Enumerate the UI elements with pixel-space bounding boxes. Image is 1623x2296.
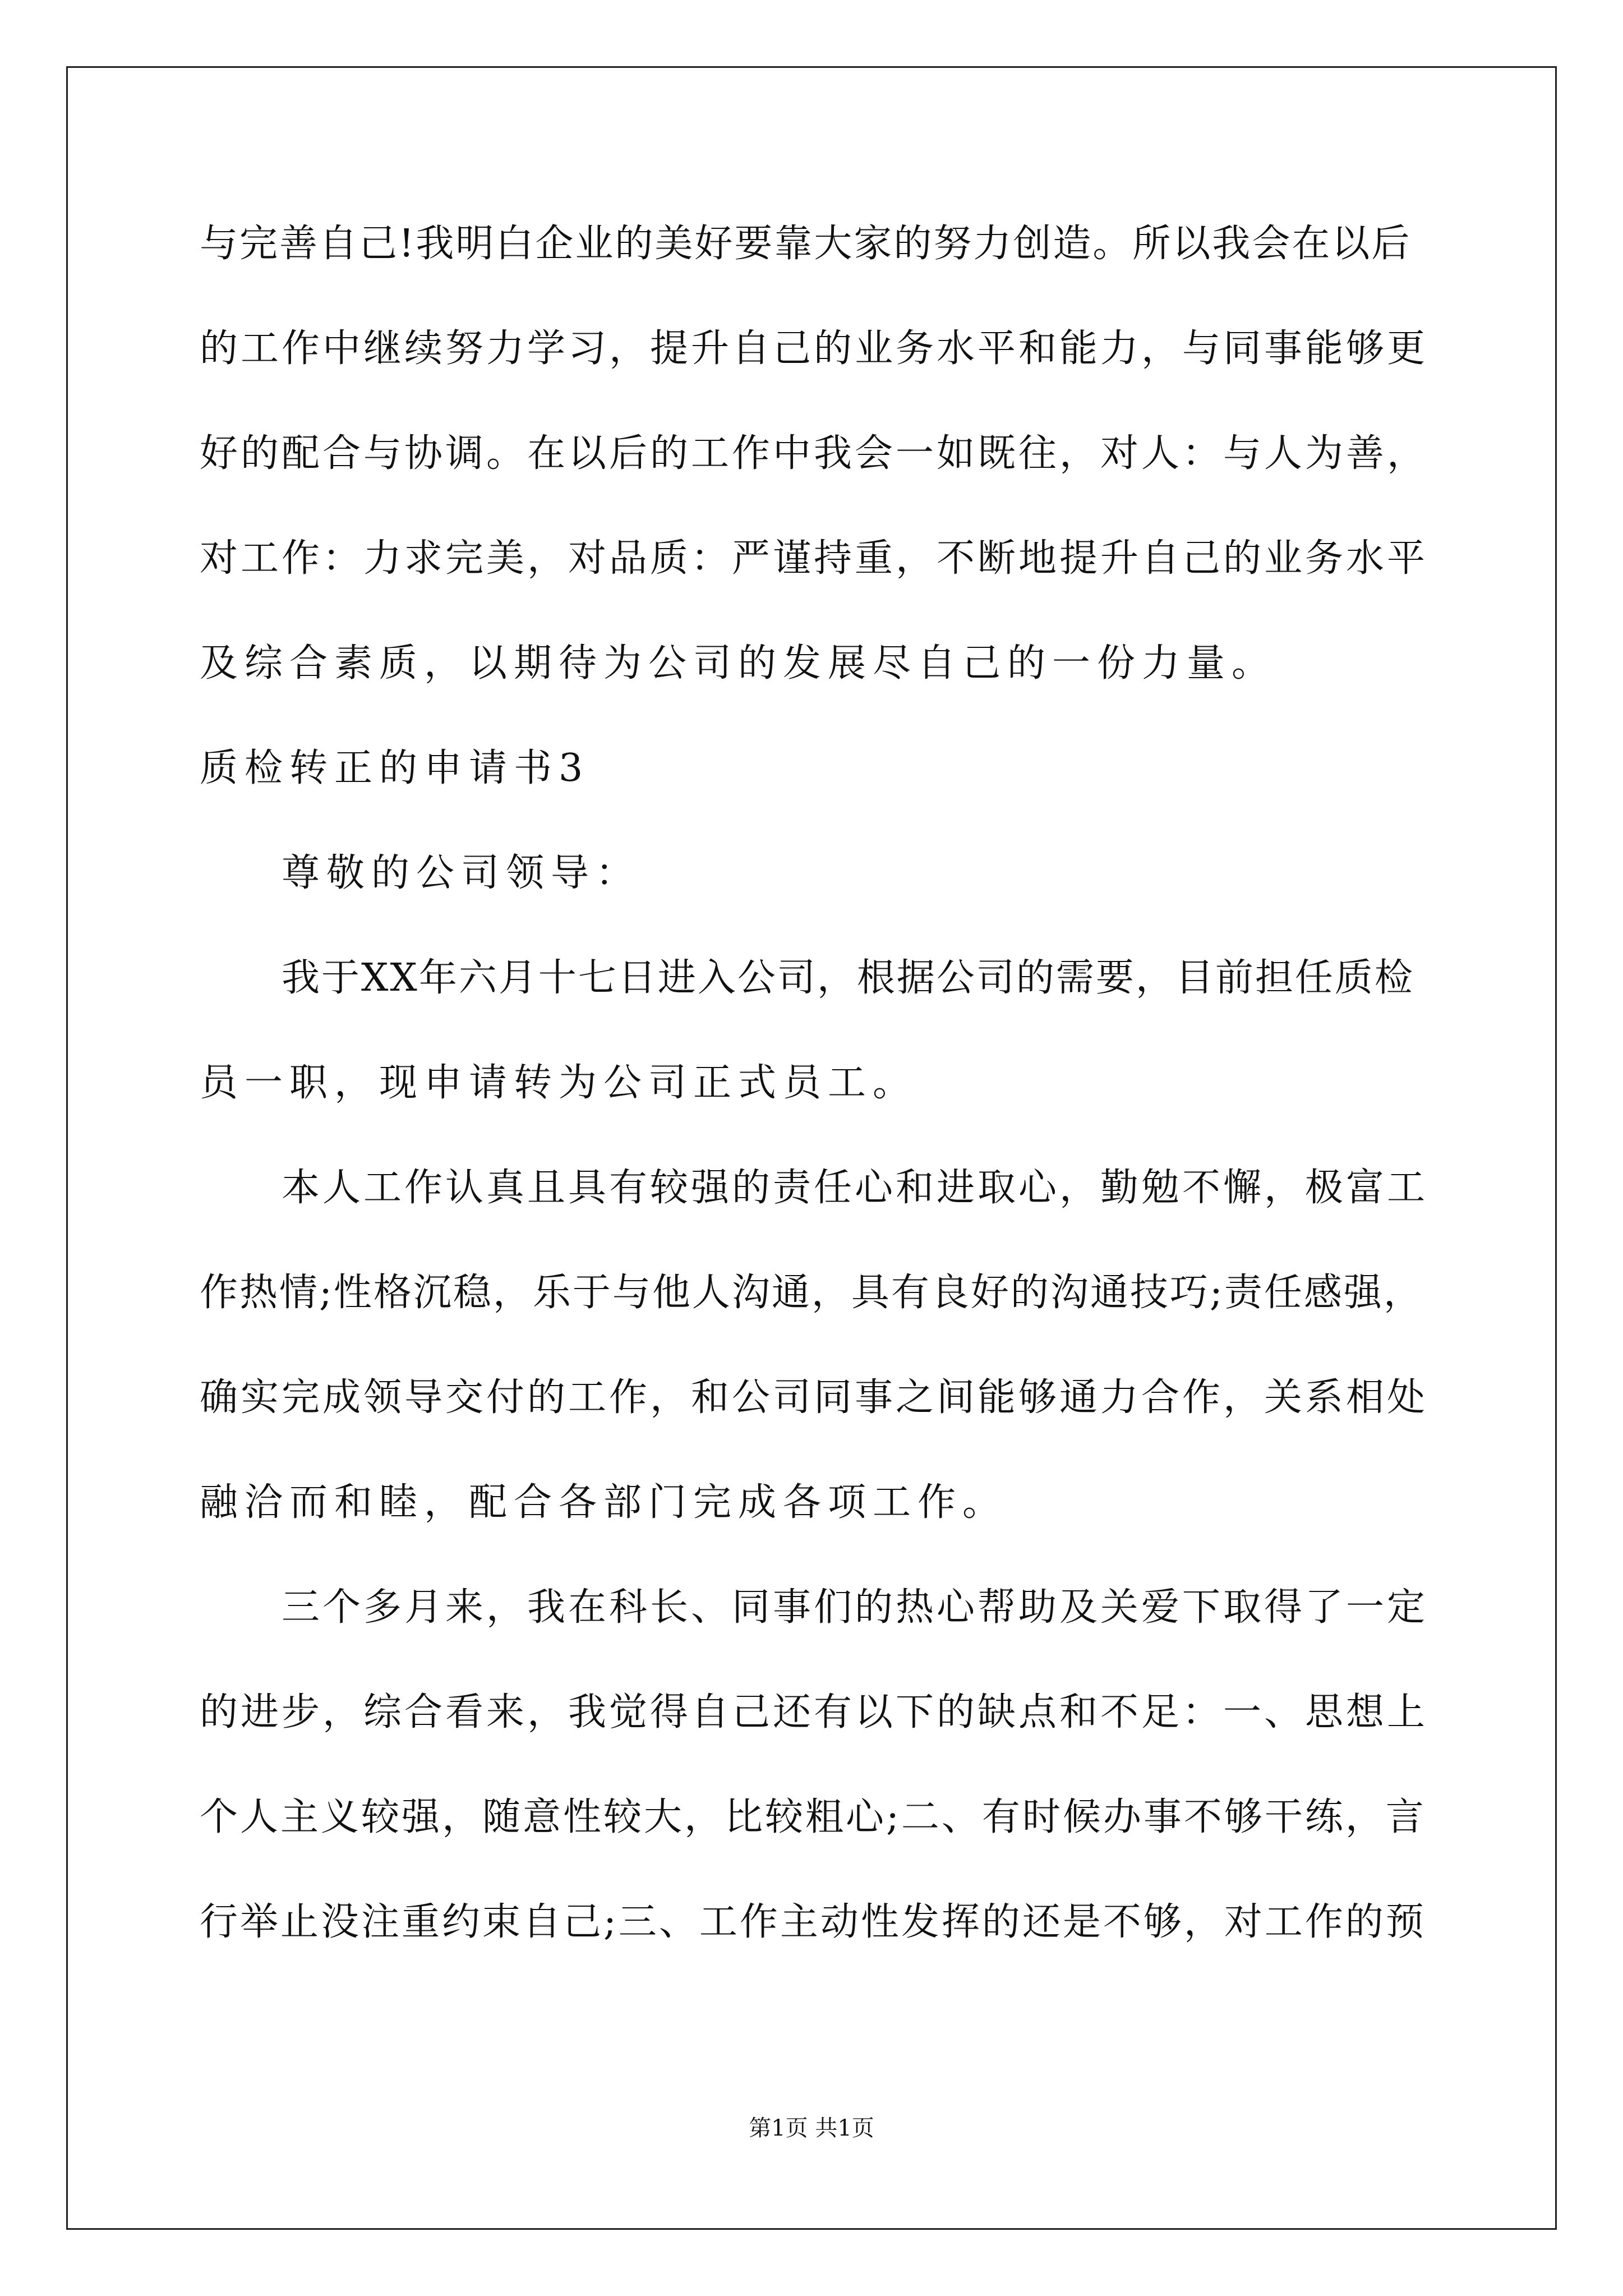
text-line: 确实完成领导交付的工作，和公司同事之间能够通力合作，关系相处 bbox=[200, 1375, 1428, 1420]
text-line: 与完善自己!我明白企业的美好要靠大家的努力创造。所以我会在以后 bbox=[200, 222, 1412, 266]
salutation: 尊敬的公司领导： bbox=[282, 851, 641, 895]
text-line: 作热情;性格沉稳，乐于与他人沟通，具有良好的沟通技巧;责任感强， bbox=[200, 1271, 1423, 1315]
text-line: 本人工作认真且具有较强的责任心和进取心，勤勉不懈，极富工 bbox=[282, 1166, 1428, 1210]
text-line: 个人主义较强，随意性较大，比较粗心;二、有时候办事不够干练，言 bbox=[200, 1795, 1426, 1839]
text-line: 好的配合与协调。在以后的工作中我会一如既往，对人：与人为善， bbox=[200, 431, 1428, 476]
text-line: 对工作：力求完美，对品质：严谨持重，不断地提升自己的业务水平 bbox=[200, 536, 1428, 581]
text-line: 融洽而和睦，配合各部门完成各项工作。 bbox=[200, 1480, 1008, 1525]
page-number-footer: 第1页 共1页 bbox=[749, 2115, 874, 2141]
text-line: 及综合素质，以期待为公司的发展尽自己的一份力量。 bbox=[200, 641, 1277, 685]
text-line: 行举止没注重约束自己;三、工作主动性发挥的还是不够，对工作的预 bbox=[200, 1900, 1426, 1944]
text-line: 员一职，现申请转为公司正式员工。 bbox=[200, 1061, 918, 1105]
text-line: 的进步，综合看来，我觉得自己还有以下的缺点和不足：一、思想上 bbox=[200, 1690, 1428, 1734]
text-line: 我于XX年六月十七日进入公司，根据公司的需要，目前担任质检 bbox=[282, 956, 1414, 1000]
section-heading: 质检转正的申请书3 bbox=[200, 746, 590, 790]
text-line: 的工作中继续努力学习，提升自己的业务水平和能力，与同事能够更 bbox=[200, 326, 1428, 371]
text-line: 三个多月来，我在科长、同事们的热心帮助及关爱下取得了一定 bbox=[282, 1585, 1428, 1630]
